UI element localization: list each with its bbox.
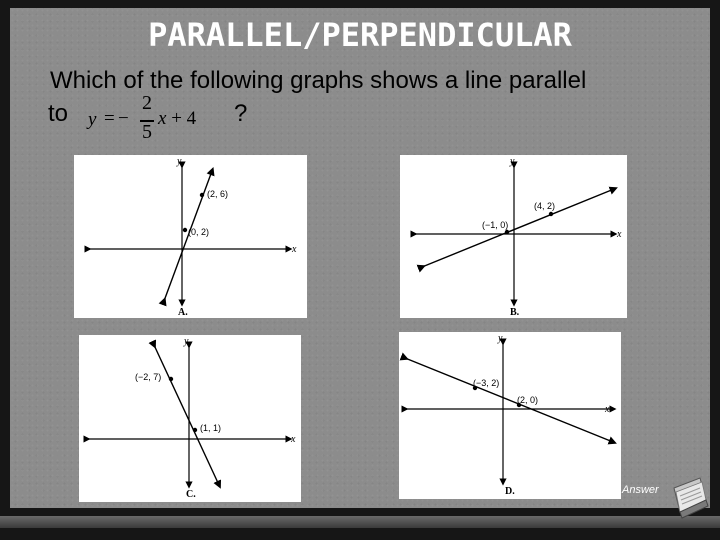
point-1	[183, 228, 187, 232]
answer-link[interactable]: Answer	[622, 484, 659, 496]
x-label: x	[605, 404, 610, 415]
point-label-2: (2, 0)	[517, 395, 539, 405]
graph-line	[422, 189, 614, 267]
equation-denominator: 5	[142, 121, 152, 143]
slide-title: PARALLEL/PERPENDICULAR	[148, 16, 572, 54]
point-label-2: (−1, 0)	[482, 220, 509, 230]
y-label: y	[184, 336, 189, 347]
x-label: x	[292, 244, 297, 255]
point-2	[549, 212, 553, 216]
question-prefix: to	[48, 100, 69, 127]
question-line-2	[48, 100, 248, 128]
equation-sign: −	[118, 108, 129, 129]
equation-var: x	[158, 108, 167, 129]
graph-letter: C.	[186, 489, 196, 500]
y-label: y	[177, 156, 182, 167]
graph-b[interactable]	[400, 155, 627, 318]
graph-c[interactable]	[79, 335, 301, 502]
graph-letter: A.	[178, 307, 188, 318]
equation-rest	[158, 108, 196, 130]
point-label-1: (2, 6)	[207, 189, 229, 199]
y-label: y	[498, 333, 503, 344]
graph-letter: B.	[510, 307, 520, 318]
point-label-2: (0, 2)	[188, 227, 210, 237]
point-2	[200, 193, 204, 197]
question-mark: ?	[234, 100, 248, 127]
point-1	[169, 377, 173, 381]
graph-a[interactable]	[74, 155, 307, 318]
equation	[88, 94, 218, 150]
x-label: x	[291, 434, 296, 445]
point-label-2: (1, 1)	[200, 423, 222, 433]
graph-d[interactable]	[399, 332, 621, 499]
equation-const: + 4	[171, 108, 197, 129]
y-label: y	[510, 156, 515, 167]
point-label-1: (4, 2)	[534, 201, 556, 211]
book-icon[interactable]	[670, 474, 710, 520]
point-2	[193, 428, 197, 432]
equation-lhs: y	[88, 109, 97, 130]
point-1	[505, 230, 509, 234]
graph-line	[405, 358, 613, 442]
graph-letter: D.	[505, 486, 515, 497]
equation-equals: =	[104, 108, 115, 129]
point-label-1: (−2, 7)	[135, 372, 162, 382]
equation-numerator: 2	[142, 92, 152, 114]
graph-line	[154, 345, 222, 485]
x-label: x	[617, 229, 622, 240]
chalk-tray	[0, 516, 720, 528]
question-line-1: Which of the following graphs shows a line parallel	[50, 67, 587, 94]
point-label-1: (−3, 2)	[473, 378, 500, 388]
